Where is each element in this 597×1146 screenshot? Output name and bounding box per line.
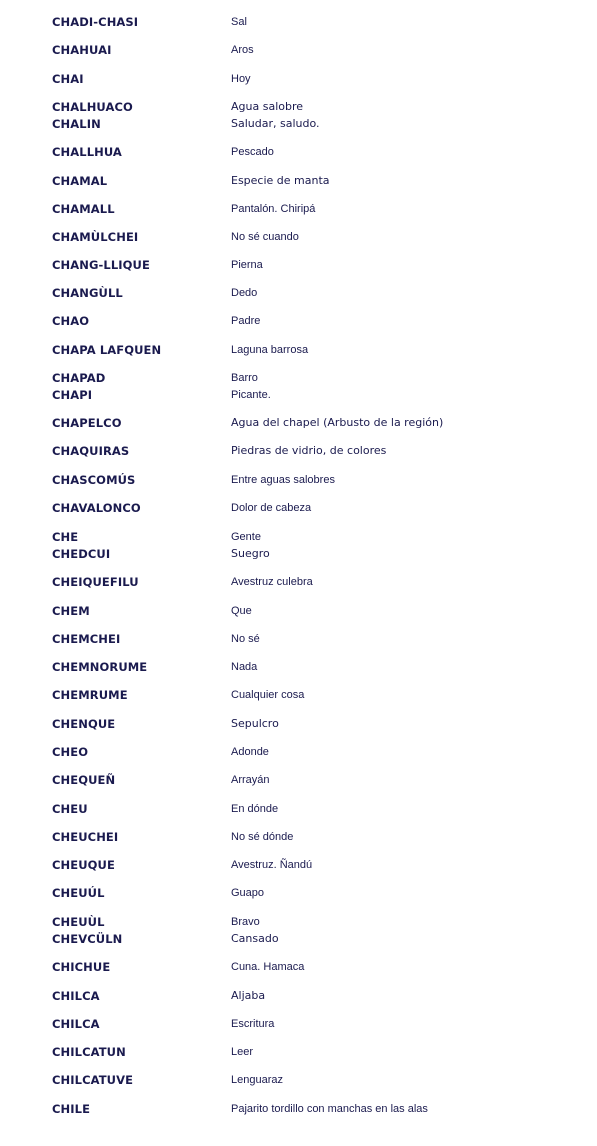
glossary-entry: [0, 284, 597, 302]
entry-meaning: Nada: [231, 661, 258, 673]
glossary-entry: [0, 442, 597, 460]
entry-term: CHAPELCO: [52, 416, 122, 430]
entry-meaning: Pierna: [231, 259, 263, 271]
glossary-entry: [0, 884, 597, 902]
glossary-entry: [0, 256, 597, 274]
entry-meaning: Aros: [231, 44, 254, 56]
glossary-entry: [0, 228, 597, 246]
entry-meaning: Adonde: [231, 746, 269, 758]
entry-term: CHALLHUA: [52, 145, 122, 159]
entry-term: CHAMALL: [52, 202, 115, 216]
entry-term: CHEUCHEI: [52, 830, 119, 844]
glossary-entry: [0, 987, 597, 1005]
entry-meaning: Lenguaraz: [231, 1074, 283, 1086]
entry-term: CHE: [52, 530, 79, 544]
entry-term: CHAO: [52, 314, 90, 328]
glossary-entry: [0, 573, 597, 591]
entry-meaning: Aljaba: [231, 989, 266, 1002]
entry-meaning: Dedo: [231, 287, 258, 299]
glossary-entry: [0, 686, 597, 704]
entry-term: CHEMCHEI: [52, 632, 121, 646]
entry-term: CHAPI: [52, 388, 93, 402]
glossary-entry: [0, 528, 597, 546]
entry-term: CHAPAD: [52, 371, 106, 385]
entry-meaning: Leer: [231, 1046, 254, 1058]
glossary-entry: [0, 312, 597, 330]
entry-term: CHEMNORUME: [52, 660, 148, 674]
glossary-entry: [0, 715, 597, 733]
entry-term: CHALHUACO: [52, 100, 133, 114]
glossary-entry: [0, 658, 597, 676]
entry-term: CHAMAL: [52, 174, 108, 188]
glossary-entry: [0, 70, 597, 88]
entry-meaning: No sé cuando: [231, 231, 299, 243]
entry-meaning: Piedras de vidrio, de colores: [231, 444, 387, 457]
entry-meaning: Cansado: [231, 932, 279, 945]
entry-meaning: Cuna. Hamaca: [231, 961, 305, 973]
entry-term: CHAHUAI: [52, 43, 112, 57]
entry-term: CHEDCUI: [52, 547, 111, 561]
entry-term: CHANGÙLL: [52, 286, 123, 300]
glossary-entry: [0, 930, 597, 948]
glossary-entry: [0, 200, 597, 218]
entry-term: CHAI: [52, 72, 84, 86]
entry-term: CHILE: [52, 1102, 91, 1116]
glossary-entry: [0, 115, 597, 133]
glossary-entry: [0, 602, 597, 620]
entry-meaning: Arrayán: [231, 774, 270, 786]
entry-term: CHASCOMÚS: [52, 473, 136, 487]
entry-meaning: Padre: [231, 315, 261, 327]
glossary-entry: [0, 828, 597, 846]
entry-meaning: Guapo: [231, 887, 265, 899]
glossary-entry: [0, 471, 597, 489]
entry-meaning: Que: [231, 605, 252, 617]
entry-term: CHEUQUE: [52, 858, 115, 872]
entry-term: CHENQUE: [52, 717, 116, 731]
entry-term: CHICHUE: [52, 960, 111, 974]
entry-meaning: Entre aguas salobres: [231, 474, 335, 486]
entry-term: CHAMÙLCHEI: [52, 230, 139, 244]
glossary-entry: [0, 172, 597, 190]
entry-meaning: Dolor de cabeza: [231, 502, 312, 514]
glossary-entry: [0, 98, 597, 116]
glossary-entry: [0, 1100, 597, 1118]
entry-meaning: No sé: [231, 633, 260, 645]
entry-term: CHAVALONCO: [52, 501, 141, 515]
entry-term: CHEUÚL: [52, 886, 105, 900]
entry-term: CHEUÙL: [52, 915, 105, 929]
entry-meaning: Pescado: [231, 146, 274, 158]
entry-term: CHILCATUVE: [52, 1073, 134, 1087]
entry-term: CHEQUEÑ: [52, 773, 116, 787]
entry-meaning: Suegro: [231, 547, 270, 560]
entry-meaning: Hoy: [231, 73, 251, 85]
entry-meaning: Sal: [231, 16, 247, 28]
entry-term: CHEIQUEFILU: [52, 575, 139, 589]
entry-meaning: Sepulcro: [231, 717, 279, 730]
glossary-entry: [0, 369, 597, 387]
glossary-entry: [0, 545, 597, 563]
glossary-entry: [0, 1015, 597, 1033]
entry-term: CHAPA LAFQUEN: [52, 343, 162, 357]
glossary-entry: [0, 143, 597, 161]
glossary-entry: [0, 341, 597, 359]
entry-meaning: No sé dónde: [231, 831, 294, 843]
entry-term: CHAQUIRAS: [52, 444, 130, 458]
entry-term: CHEO: [52, 745, 89, 759]
entry-term: CHANG-LLIQUE: [52, 258, 150, 272]
glossary-entry: [0, 1071, 597, 1089]
entry-term: CHEU: [52, 802, 88, 816]
entry-meaning: Avestruz. Ñandú: [231, 859, 313, 871]
entry-meaning: Picante.: [231, 389, 271, 401]
entry-meaning: Especie de manta: [231, 174, 330, 187]
glossary-entry: [0, 771, 597, 789]
entry-meaning: Cualquier cosa: [231, 689, 305, 701]
entry-meaning: Pantalón. Chiripá: [231, 203, 316, 215]
entry-term: CHADI-CHASI: [52, 15, 139, 29]
glossary-entry: [0, 743, 597, 761]
glossary-entry: [0, 1043, 597, 1061]
entry-meaning: Laguna barrosa: [231, 344, 309, 356]
entry-meaning: En dónde: [231, 803, 279, 815]
glossary-entry: [0, 386, 597, 404]
entry-meaning: Bravo: [231, 916, 260, 928]
entry-meaning: Gente: [231, 531, 261, 543]
entry-term: CHEM: [52, 604, 90, 618]
glossary-entry: [0, 913, 597, 931]
entry-meaning: Pajarito tordillo con manchas en las alas: [231, 1103, 428, 1115]
entry-term: CHEVCÜLN: [52, 932, 123, 946]
entry-term: CHILCA: [52, 1017, 100, 1031]
glossary-entry: [0, 414, 597, 432]
entry-meaning: Escritura: [231, 1018, 275, 1030]
entry-meaning: Avestruz culebra: [231, 576, 313, 588]
entry-meaning: Agua del chapel (Arbusto de la región): [231, 416, 444, 429]
glossary-entry: [0, 856, 597, 874]
entry-meaning: Saludar, saludo.: [231, 117, 320, 130]
entry-term: CHEMRUME: [52, 688, 128, 702]
glossary-entry: [0, 800, 597, 818]
entry-meaning: Agua salobre: [231, 100, 304, 113]
glossary-entry: [0, 13, 597, 31]
glossary-entry: [0, 41, 597, 59]
entry-meaning: Barro: [231, 372, 258, 384]
entry-term: CHALIN: [52, 117, 101, 131]
entry-term: CHILCA: [52, 989, 100, 1003]
glossary-entry: [0, 630, 597, 648]
glossary-entry: [0, 958, 597, 976]
entry-term: CHILCATUN: [52, 1045, 126, 1059]
glossary-entry: [0, 499, 597, 517]
